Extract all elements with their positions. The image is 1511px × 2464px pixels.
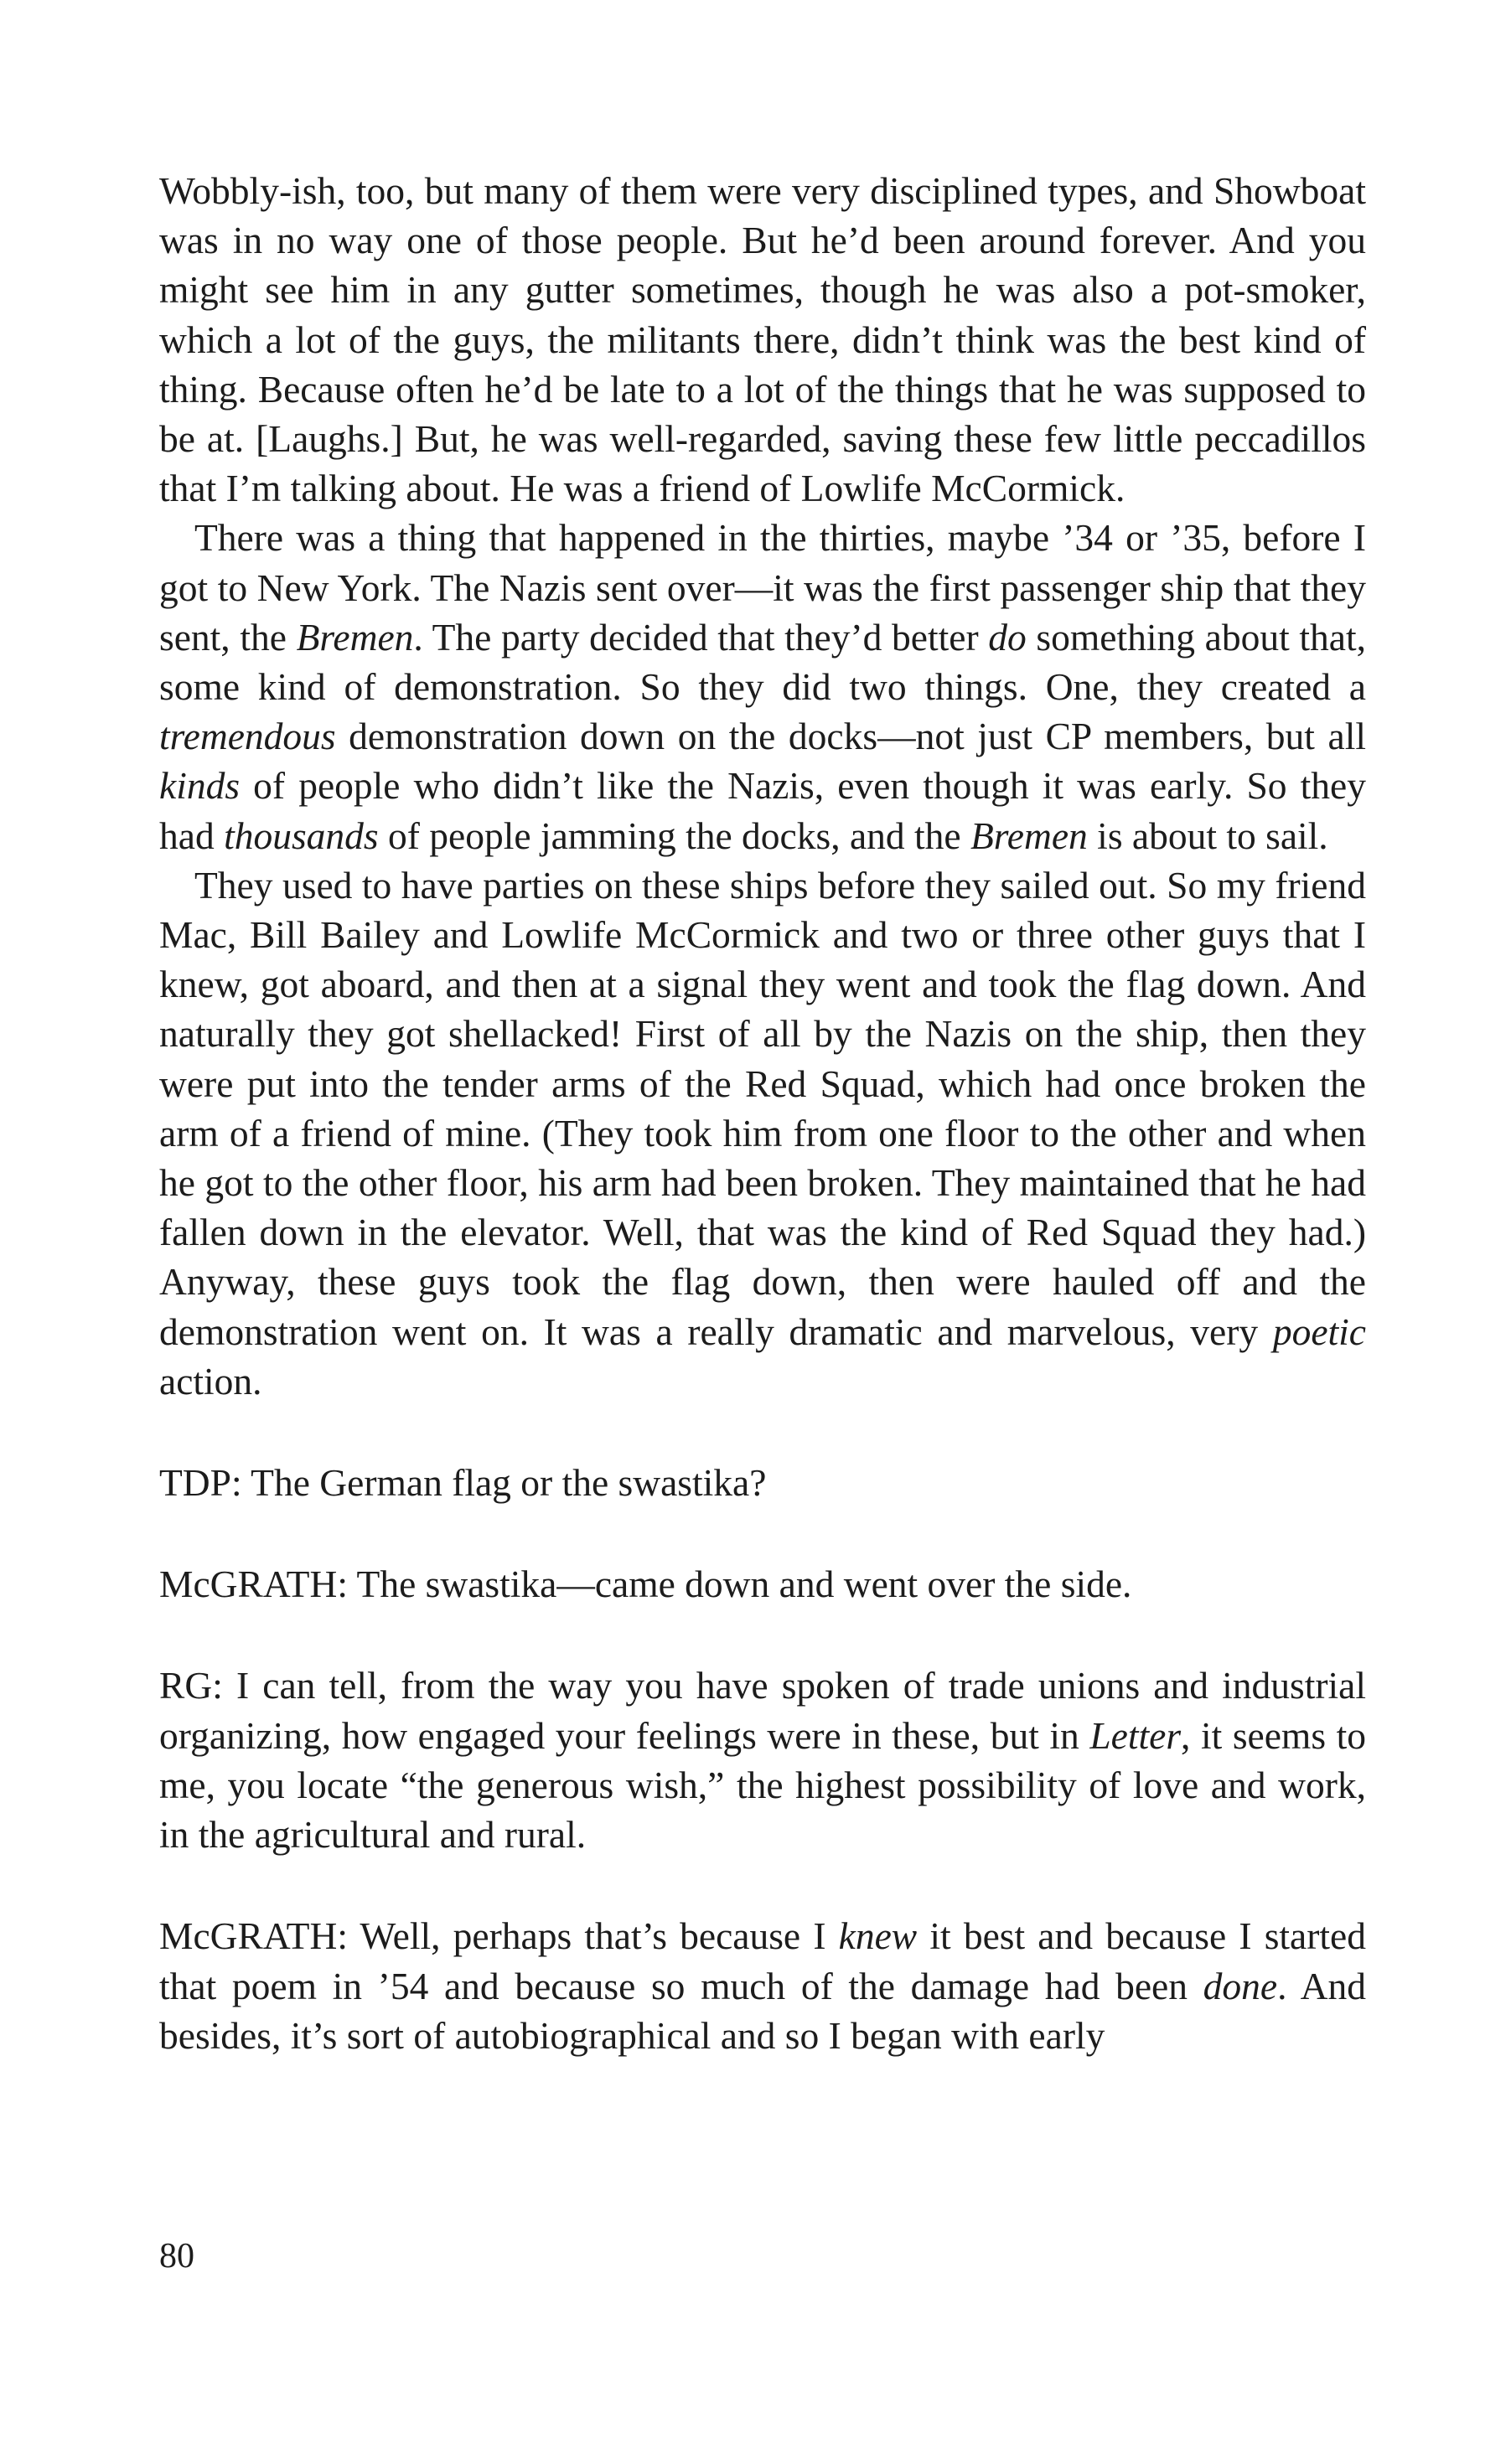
- interview-exchange: [159, 1911, 1366, 2060]
- text-run: it best and because I started that poem in ’54 and because so much of the damage had been: [159, 1914, 1366, 2007]
- body-paragraph: [159, 513, 1366, 860]
- body-paragraph: [159, 860, 1366, 1406]
- speaker-label: RG:: [159, 1664, 223, 1707]
- speaker-label: McGRATH:: [159, 1914, 348, 1958]
- text-run: I can tell, from the way you have spoken of trade unions and industrial organizing, how engaged your feelings were in these, but in: [159, 1664, 1366, 1757]
- text-run: Well, perhaps that’s because I: [347, 1914, 839, 1958]
- text-run: , it seems to me, you locate “the generous wish,” the highest possibility of love and work, in the agricultural and rural.: [159, 1713, 1366, 1857]
- interview-exchanges: [159, 1458, 1366, 2060]
- narrative-section: [159, 166, 1366, 1406]
- text-run: demonstration down on the docks—not just CP members, but all: [335, 715, 1366, 758]
- text-run: . And besides, it’s sort of autobiographical and so I began with early: [159, 1964, 1366, 2057]
- interview-exchange: [159, 1559, 1366, 1609]
- text-run: of people jamming the docks, and the: [378, 814, 970, 857]
- italic-text: kinds: [159, 764, 241, 808]
- text-run: something about that, some kind of demonstration. So they did two things. One, they created a: [159, 615, 1367, 709]
- page-body: [159, 166, 1366, 2060]
- italic-text: do: [988, 615, 1027, 659]
- italic-text: Bremen: [296, 615, 414, 659]
- body-paragraph: [159, 166, 1366, 513]
- italic-text: Letter: [1089, 1713, 1182, 1757]
- text-run: action.: [159, 1359, 262, 1402]
- italic-text: tremendous: [159, 715, 336, 758]
- text-run: of people who didn’t like the Nazis, even though it was early. So they had: [159, 764, 1366, 857]
- text-run: . The party decided that they’d better: [413, 615, 989, 659]
- interview-exchange: [159, 1458, 1366, 1507]
- text-run: is about to sail.: [1087, 814, 1328, 857]
- text-run: The German flag or the swastika?: [241, 1461, 767, 1505]
- speaker-label: TDP:: [159, 1461, 242, 1505]
- italic-text: poetic: [1272, 1309, 1366, 1353]
- text-run: There was a thing that happened in the thirties, maybe ’34 or ’35, before I got to New York. The Nazis sent over—it was the first passenger ship that they sent, the: [159, 516, 1366, 659]
- speaker-label: McGRATH:: [159, 1563, 348, 1606]
- italic-text: knew: [838, 1914, 918, 1958]
- text-run: The swastika—came down and went over the side.: [347, 1563, 1132, 1606]
- italic-text: done: [1203, 1964, 1278, 2007]
- interview-exchange: [159, 1661, 1366, 1859]
- text-run: They used to have parties on these ships before they sailed out. So my friend Mac, Bill Bailey and Lowlife McCormick and two or three other guys that I knew, got aboard, and then at a signal they went and took the flag down. And naturally they got shellacked! First of all by the Nazis on the ship, then they were put into the tender arms of the Red Squad, which had once broken the arm of a friend of mine. (They took him from one floor to the other and when he got to the other floor, his arm had been broken. They maintained that he had fallen down in the elevator. Well, that was the kind of Red Squad they had.) Anyway, these guys took the flag down, then were hauled off and the demonstration went on. It was a really dramatic and marvelous, very: [159, 863, 1366, 1353]
- page-number: 80: [159, 2237, 194, 2275]
- italic-text: Bremen: [970, 814, 1088, 857]
- text-run: Wobbly-ish, too, but many of them were very disciplined types, and Showboat was in no way one of those people. But he’d been around forever. And you might see him in any gutter sometimes, though he was also a pot-smoker, which a lot of the guys, the militants there, didn’t think was the best kind of thing. Because often he’d be late to a lot of the things that he was supposed to be at. [Laughs.] But, he was well-regarded, saving these few little peccadillos that I’m talking about. He was a friend of Lowlife McCormick.: [159, 169, 1366, 510]
- italic-text: thousands: [224, 814, 379, 857]
